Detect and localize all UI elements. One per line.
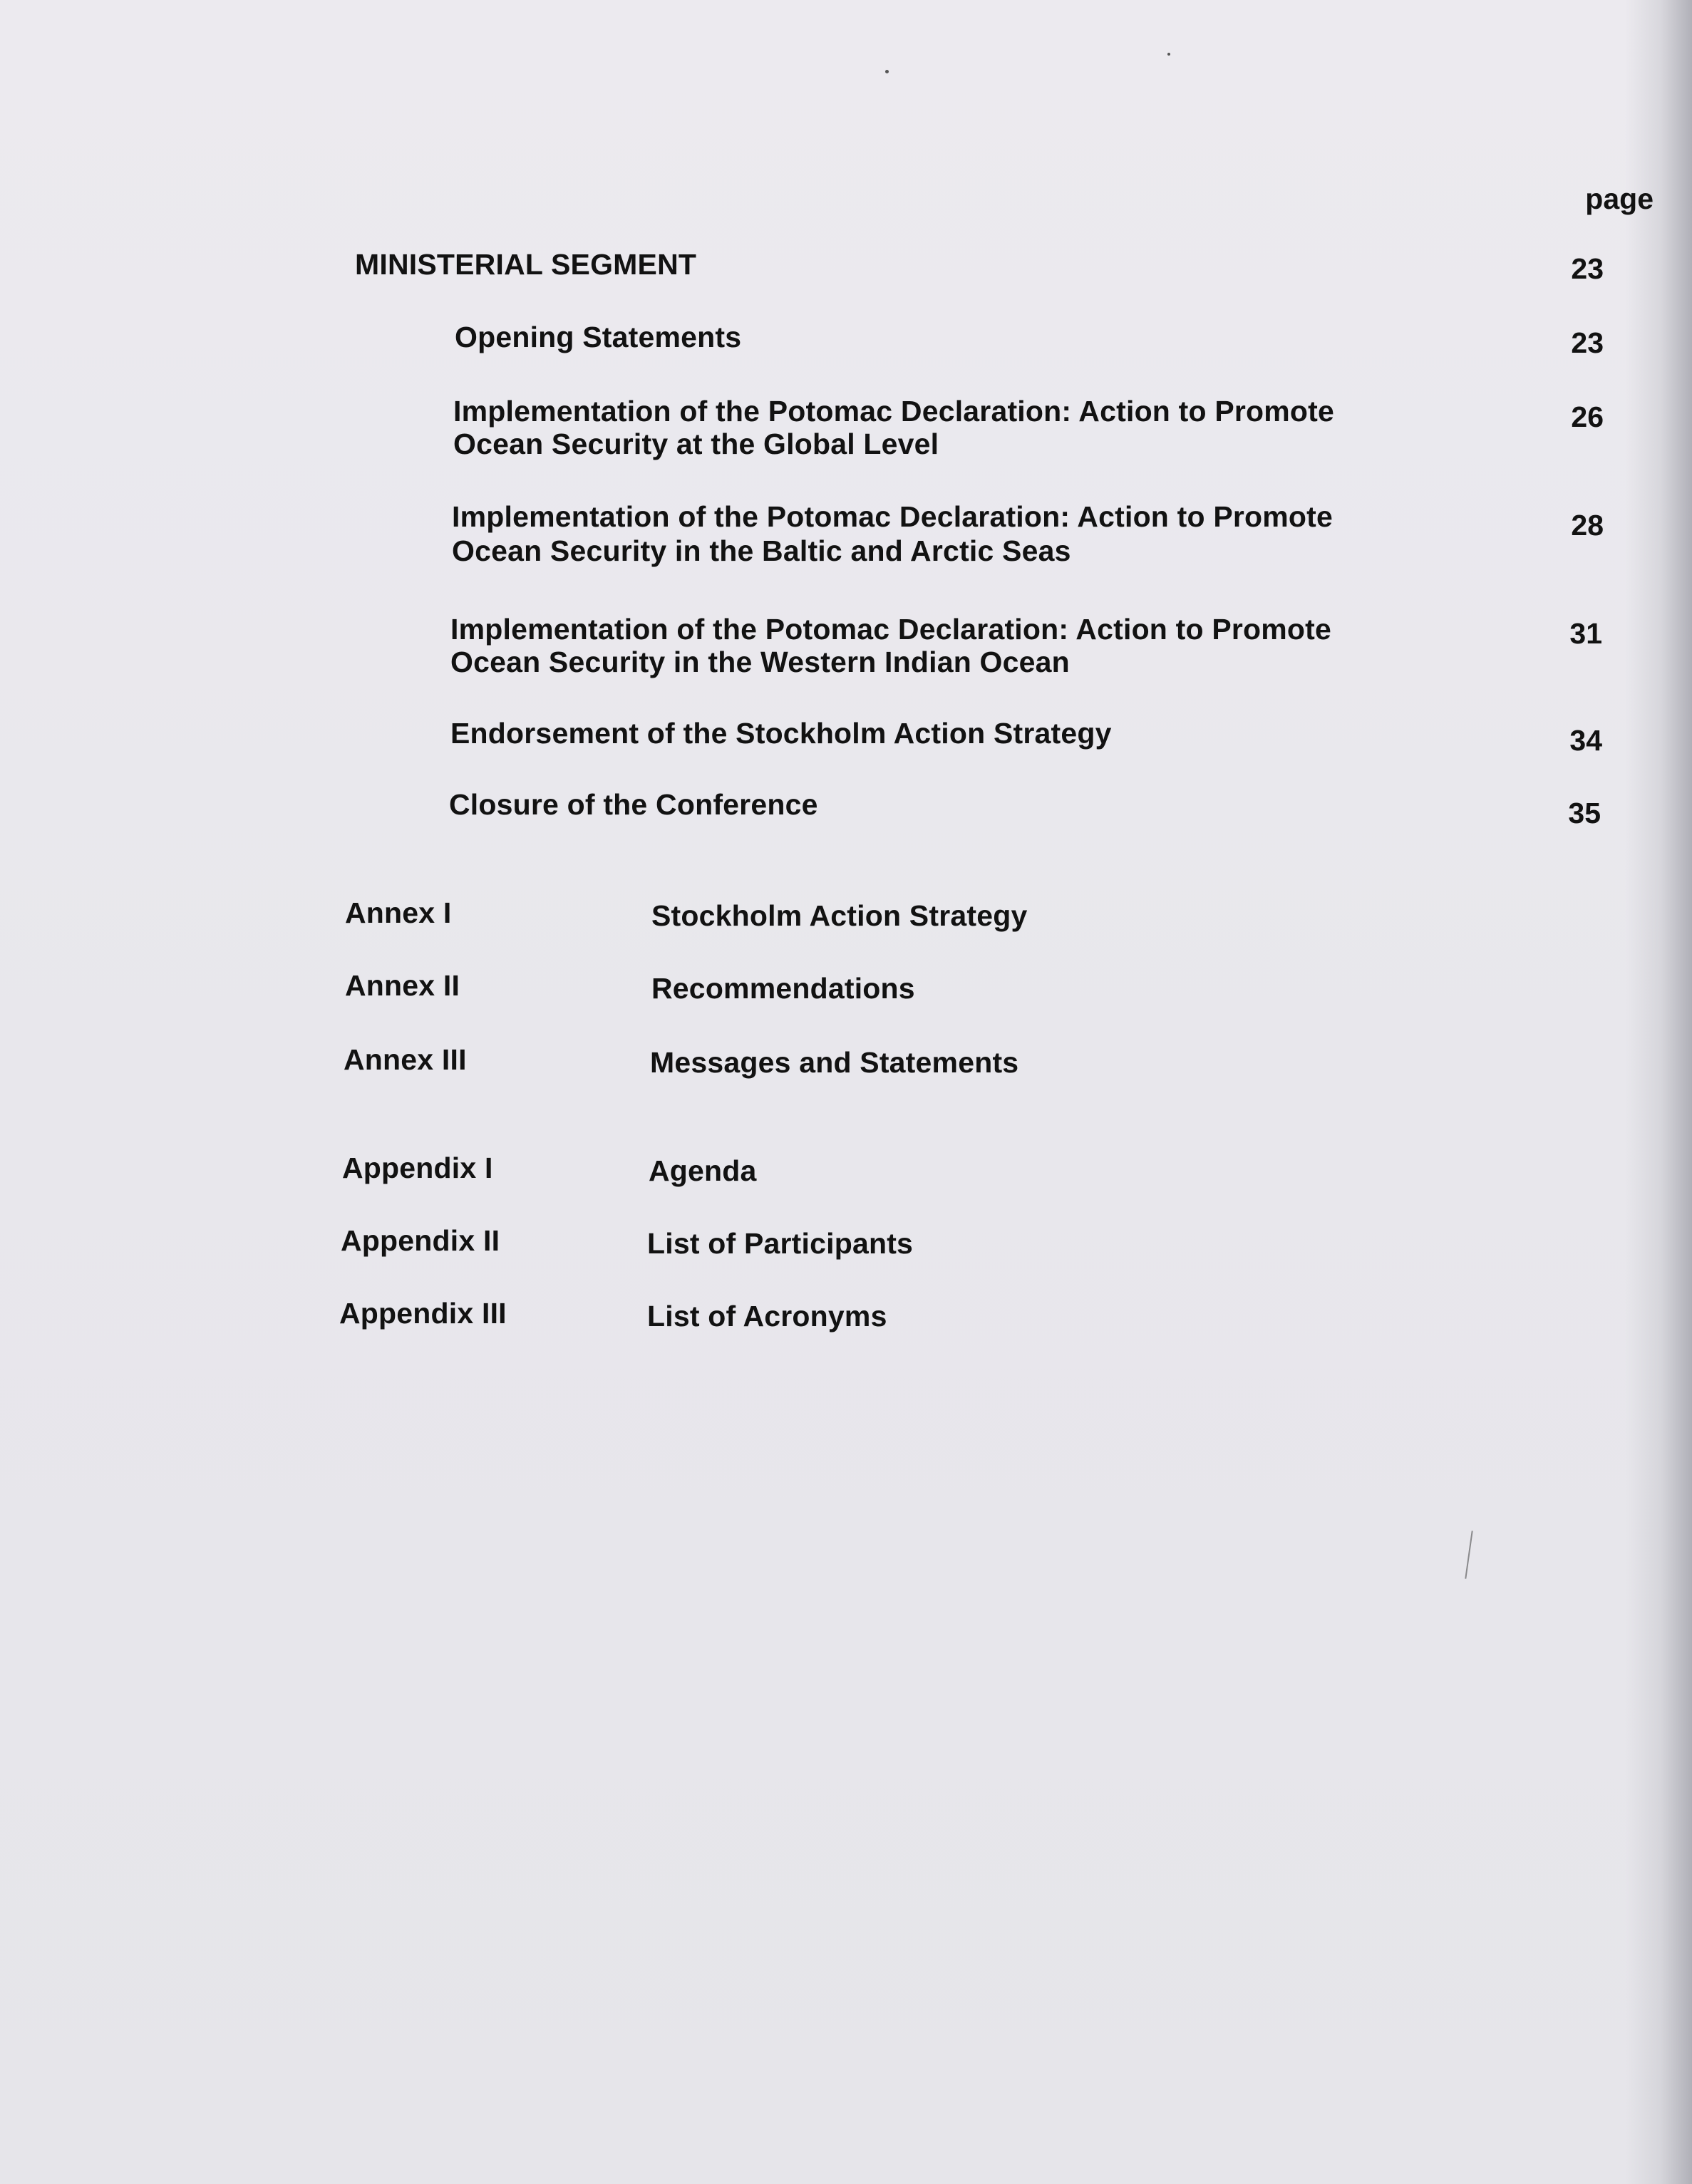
toc-entry-page-number: 35 [1568, 797, 1601, 829]
toc-entry-opening-statements: Opening Statements [455, 321, 742, 353]
annex-title: Messages and Statements [650, 1046, 1019, 1079]
toc-entry-endorsement: Endorsement of the Stockholm Action Strategy [450, 717, 1112, 750]
appendix-title: Agenda [649, 1154, 757, 1187]
toc-entry-global-level-line1: Implementation of the Potomac Declaration: Action to Promote [453, 395, 1335, 428]
toc-entry-page-number: 26 [1571, 400, 1604, 433]
annex-label: Annex I [345, 896, 452, 929]
appendix-label: Appendix I [342, 1151, 493, 1184]
toc-entry-page-number: 23 [1571, 326, 1604, 359]
annex-label: Annex III [344, 1043, 467, 1076]
page-column-header: page [1585, 182, 1654, 215]
annex-title: Stockholm Action Strategy [651, 899, 1028, 932]
annex-label: Annex II [345, 969, 460, 1002]
toc-entry-baltic-arctic-line1: Implementation of the Potomac Declaration: Action to Promote [452, 500, 1334, 533]
segment-page-number: 23 [1571, 252, 1604, 285]
appendix-label: Appendix III [339, 1297, 507, 1330]
toc-entry-baltic-arctic-line2: Ocean Security in the Baltic and Arctic Seas [452, 534, 1071, 567]
appendix-title: List of Acronyms [647, 1300, 887, 1332]
toc-entry-page-number: 31 [1569, 617, 1602, 650]
scan-speck [1167, 53, 1170, 56]
annex-title: Recommendations [651, 972, 915, 1005]
toc-entry-page-number: 34 [1569, 724, 1602, 757]
toc-entry-page-number: 28 [1571, 509, 1604, 542]
segment-title: MINISTERIAL SEGMENT [355, 248, 697, 281]
toc-entry-western-indian-line1: Implementation of the Potomac Declaration: Action to Promote [450, 613, 1332, 646]
toc-entry-western-indian-line2: Ocean Security in the Western Indian Ocean [450, 646, 1070, 678]
toc-entry-closure: Closure of the Conference [449, 788, 818, 821]
toc-entry-global-level-line2: Ocean Security at the Global Level [453, 428, 939, 460]
scan-speck [885, 70, 889, 73]
appendix-title: List of Participants [647, 1227, 914, 1260]
appendix-label: Appendix II [341, 1224, 500, 1257]
scan-scratch [1465, 1531, 1472, 1579]
